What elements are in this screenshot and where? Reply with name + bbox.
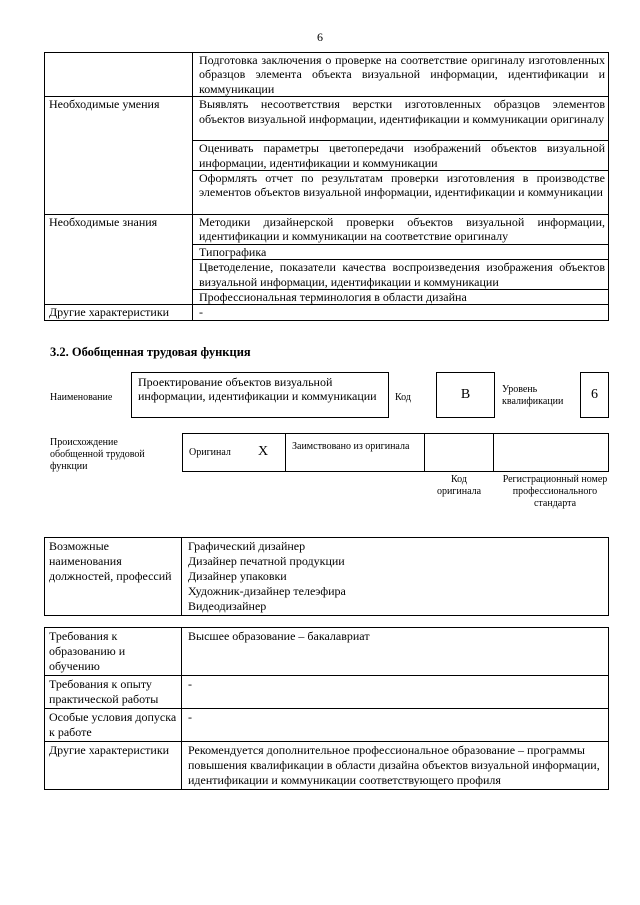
code-label: Код	[395, 392, 411, 403]
code-original-caption: Код оригинала	[436, 474, 482, 497]
row-label: Требования к опыту практической работы	[45, 676, 182, 709]
table-row	[45, 215, 609, 245]
origin-label: Происхождение обобщенной трудовой функции	[50, 437, 145, 472]
code-value: B	[460, 387, 471, 402]
row-label: Особые условия допуска к работе	[45, 709, 182, 742]
table-row	[45, 97, 609, 141]
table-cell: Цветоделение, показатели качества воспроизведения изображения объектов визуальной информации, идентификации и коммуникации	[193, 260, 609, 290]
divider	[285, 433, 286, 472]
level-box	[580, 372, 609, 418]
table-cell: Подготовка заключения о проверке на соответствие оригиналу изготовленных образцов элемента объекта визуальной информации, идентификации и коммуникации	[193, 53, 609, 97]
table-cell: Профессиональная терминология в области дизайна	[193, 290, 609, 305]
table-cell: Выявлять несоответствия верстки изготовленных образцов элементов объектов визуальной информации, идентификации и коммуникации оригиналу	[193, 97, 609, 141]
reg-number-caption: Регистрационный номер профессионального стандарта	[502, 474, 608, 509]
row-label: Другие характеристики	[45, 742, 182, 790]
table-cell: Рекомендуется дополнительное профессиональное образование – программы повышения квалификации в области дизайна объектов визуальной информации, идентификации и коммуникации соответствующего профиля	[182, 742, 609, 790]
positions-table	[44, 537, 609, 616]
row-label-skills: Необходимые умения	[45, 97, 193, 215]
level-label: Уровень квалификации	[502, 384, 564, 407]
original-mark: X	[258, 444, 269, 459]
page-number: 6	[317, 30, 323, 44]
function-name: Проектирование объектов визуальной информации, идентификации и коммуникации	[138, 375, 377, 403]
list-item: Дизайнер печатной продукции	[188, 554, 345, 568]
table-cell: Оформлять отчет по результатам проверки изготовления в производстве элементов объектов визуальной информации, идентификации и коммуникации	[193, 171, 609, 215]
table-row	[45, 53, 609, 97]
row-label-knowledge: Необходимые знания	[45, 215, 193, 305]
table-row	[45, 538, 609, 616]
row-label-other: Другие характеристики	[45, 305, 193, 320]
level-value: 6	[591, 387, 598, 402]
table-cell: Оценивать параметры цветопередачи изображений объектов визуальной информации, идентификации и коммуникации	[193, 141, 609, 171]
table-row	[45, 742, 609, 790]
table-row	[45, 305, 609, 320]
divider	[493, 433, 494, 472]
list-item: Графический дизайнер	[188, 539, 306, 553]
list-item: Дизайнер упаковки	[188, 569, 287, 583]
table-cell: -	[182, 709, 609, 742]
positions-list	[182, 538, 609, 616]
original-label: Оригинал	[189, 447, 231, 458]
row-label: Требования к образованию и обучению	[45, 628, 182, 676]
table-cell: -	[182, 676, 609, 709]
table-row	[45, 709, 609, 742]
function-name-box	[131, 372, 389, 418]
positions-label: Возможные наименования должностей, профессий	[45, 538, 182, 616]
section-title: 3.2. Обобщенная трудовая функция	[50, 345, 251, 359]
divider	[424, 433, 425, 472]
list-item: Видеодизайнер	[188, 599, 267, 613]
table-row	[45, 676, 609, 709]
requirements-table	[44, 627, 609, 790]
table-cell: Методики дизайнерской проверки объектов визуальной информации, идентификации и коммуникации на соответствие оригиналу	[193, 215, 609, 245]
table-row	[45, 628, 609, 676]
skills-knowledge-table	[44, 52, 609, 321]
row-label	[45, 53, 193, 97]
table-cell: Высшее образование – бакалавриат	[182, 628, 609, 676]
code-box	[436, 372, 495, 418]
table-cell: -	[193, 305, 609, 320]
name-label: Наименование	[50, 392, 113, 403]
borrowed-label: Заимствовано из оригинала	[292, 441, 410, 452]
list-item: Художник-дизайнер телеэфира	[188, 584, 346, 598]
table-cell: Типографика	[193, 244, 609, 259]
